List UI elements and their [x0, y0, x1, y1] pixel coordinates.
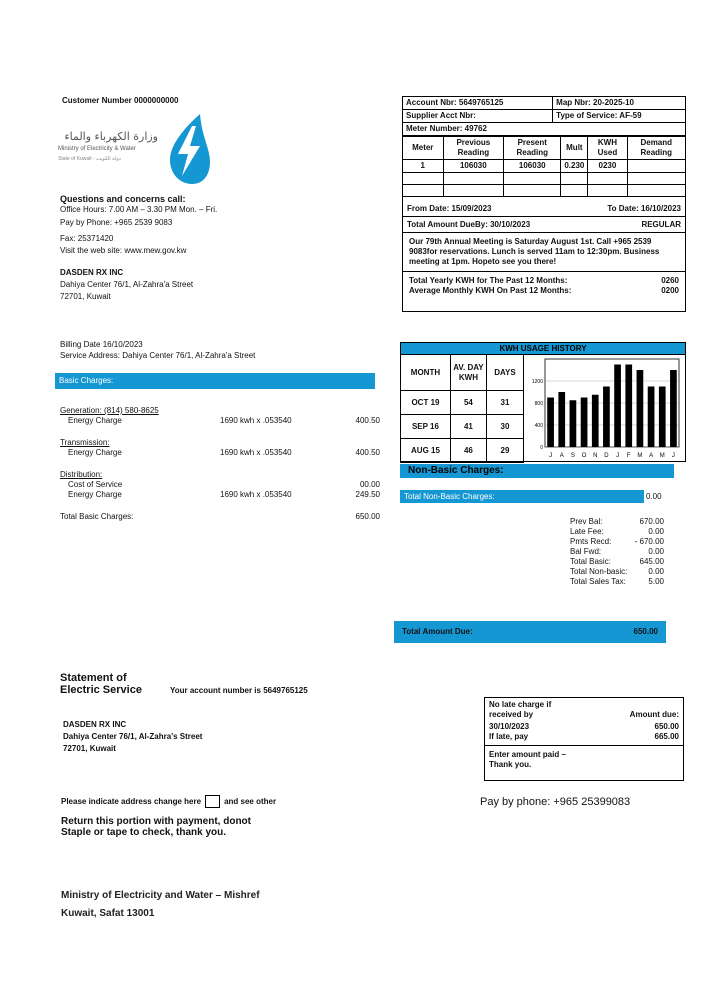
type-of-service: Type of Service: AF-59 [553, 110, 685, 123]
yearly-usage [403, 272, 685, 300]
transmission-amount: 400.50 [355, 448, 380, 457]
total-amount-due-bar [394, 621, 666, 643]
distribution-label: Distribution: [60, 470, 103, 479]
meter-number: Meter Number: 49762 [403, 123, 685, 136]
meter-header: Meter [403, 137, 443, 160]
generation-amount: 400.50 [355, 416, 380, 425]
chart-x-tick-label: J [671, 453, 675, 459]
yearly-kwh-value: 0260 [661, 276, 679, 285]
chart-y-tick-label: 1200 [531, 379, 543, 385]
total-basic-amount: 650.00 [355, 512, 380, 521]
cost-of-service-amount: 00.00 [359, 480, 380, 489]
chart-bar [558, 392, 565, 447]
payment-stub-box [484, 697, 684, 781]
summary-label: Pmts Recd: [570, 537, 612, 546]
chart-y-tick-label: 400 [534, 423, 543, 429]
account-number: Account Nbr: 5649765125 [403, 97, 553, 110]
usage-row-month: SEP 16 [401, 415, 451, 439]
chart-y-tick-label: 800 [534, 401, 543, 407]
service-address: Service Address: Dahiya Center 76/1, Al-Zahra'a Street [60, 351, 256, 360]
chart-bar [592, 395, 599, 447]
customer-number: Customer Number 0000000000 [62, 96, 179, 105]
stub-pay-by-phone: Pay by phone: +965 25399083 [480, 796, 631, 808]
generation-item: Energy Charge [68, 416, 122, 425]
summary-value: 670.00 [639, 517, 664, 526]
chart-bar [625, 365, 632, 448]
total-non-basic-value: 0.00 [646, 492, 662, 501]
total-non-basic-bar: Total Non-Basic Charges: [400, 490, 644, 503]
customer-address-line1: Dahiya Center 76/1, Al-Zahra'a Street [60, 280, 194, 289]
billing-date: Billing Date 16/10/2023 [60, 340, 143, 349]
summary-value: 0.00 [648, 547, 664, 556]
usage-row-days: 30 [486, 415, 523, 439]
total-amount-due-label: Total Amount Due: [402, 627, 473, 636]
fax-line: Fax: 25371420 [60, 234, 114, 243]
monthly-kwh-label: Average Monthly KWH On Past 12 Months: [409, 286, 572, 295]
if-late-label: If late, pay [489, 732, 529, 741]
enter-amount-paid-line2: Thank you. [489, 760, 532, 769]
chart-x-tick-label: S [570, 453, 575, 459]
chart-bar [670, 370, 677, 447]
total-due-by: Total Amount DueBy: 30/10/2023 [407, 220, 531, 229]
statement-title-line1: Statement of [60, 672, 127, 684]
address-change-text: Please indicate address change here [61, 796, 202, 806]
usage-row-avg: 41 [450, 415, 486, 439]
distribution-item: Energy Charge [68, 490, 122, 499]
office-hours: Office Hours: 7.00 AM – 3.30 PM Mon. – Fri. [60, 205, 218, 214]
present-reading-header: Present Reading [504, 137, 561, 160]
summary-label: Total Non-basic: [570, 567, 628, 576]
mult-value: 0.230 [561, 160, 588, 173]
lightning-drop-icon [162, 112, 212, 188]
basic-charges-list [60, 406, 380, 522]
ministry-logo [58, 112, 218, 188]
late-pay-row [485, 732, 683, 746]
customer-name: DASDEN RX INC [60, 268, 124, 277]
stub-customer-name: DASDEN RX INC [63, 720, 127, 729]
kwh-used-value: 0230 [588, 160, 627, 173]
distribution-calc: 1690 kwh x .053540 [220, 490, 292, 499]
account-header-table [403, 97, 685, 136]
usage-row-month: OCT 19 [401, 391, 451, 415]
usage-row-days: 31 [486, 391, 523, 415]
logo-english-text: Ministry of Electricity & Water [58, 146, 136, 152]
chart-x-tick-label: D [604, 453, 609, 459]
chart-x-tick-label: J [549, 453, 553, 459]
stub-due-amount: 650.00 [654, 722, 679, 731]
chart-x-tick-label: N [593, 453, 598, 459]
chart-bar [614, 365, 621, 448]
stub-account-number: Your account number is 5649765125 [170, 686, 308, 695]
stub-late-amount: 665.00 [654, 732, 679, 741]
chart-bar [547, 398, 554, 448]
mult-header: Mult [561, 137, 588, 160]
from-date: From Date: 15/09/2023 [407, 204, 492, 213]
usage-days-header: DAYS [486, 355, 523, 391]
demand-reading-value [627, 160, 685, 173]
chart-x-tick-label: A [559, 453, 564, 459]
previous-reading-header: Previous Reading [443, 137, 504, 160]
usage-row-avg: 46 [450, 439, 486, 463]
total-basic-label: Total Basic Charges: [60, 512, 134, 521]
return-instructions [61, 816, 251, 838]
address-change-row [61, 795, 276, 808]
summary-value: - 670.00 [634, 537, 664, 546]
chart-bar [570, 400, 577, 447]
transmission-label: Transmission: [60, 438, 110, 447]
usage-month-header: MONTH [401, 355, 451, 391]
summary-value: 5.00 [648, 577, 664, 586]
footer-line2: Kuwait, Safat 13001 [61, 908, 155, 919]
chart-bar [659, 387, 666, 448]
logo-small-text: State of Kuwait - دولة الكويت [58, 156, 121, 162]
summary-label: Prev Bal: [570, 517, 603, 526]
supplier-account: Supplier Acct Nbr: [403, 110, 553, 123]
due-date-row [485, 722, 683, 732]
chart-x-tick-label: F [626, 453, 631, 459]
statement-title [60, 672, 142, 696]
summary-label: Bal Fwd: [570, 547, 602, 556]
basic-charges-bar: Basic Charges: [55, 373, 375, 389]
chart-x-tick-label: A [649, 453, 654, 459]
usage-history-box [400, 342, 686, 462]
due-by-row [403, 217, 685, 233]
usage-row-avg: 54 [450, 391, 486, 415]
meeting-notice: Our 79th Annual Meeting is Saturday August 1st. Call +965 2539 9083for reservations. Lunch is served 11am to 12:30pm. Business meeting at 1pm. Hopeto see you there! [403, 233, 685, 272]
stub-due-date: 30/10/2023 [489, 722, 530, 731]
distribution-amount: 249.50 [355, 490, 380, 499]
previous-reading-value: 106030 [443, 160, 504, 173]
no-late-charge-label: No late charge if received by [489, 700, 552, 719]
generation-label: Generation: (814) 580-8625 [60, 406, 159, 415]
chart-bar [637, 370, 644, 447]
monthly-kwh-value: 0200 [661, 286, 679, 295]
kwh-used-header: KWH Used [588, 137, 627, 160]
non-basic-charges-bar: Non-Basic Charges: [400, 464, 674, 478]
cost-of-service-item: Cost of Service [68, 480, 123, 489]
pay-by-phone-line: Pay by Phone: +965 2539 9083 [60, 218, 173, 227]
balance-summary [570, 517, 664, 587]
amount-due-label: Amount due: [629, 710, 679, 719]
chart-x-tick-label: M [659, 453, 665, 459]
summary-value: 645.00 [639, 557, 664, 566]
enter-amount-paid[interactable] [485, 746, 683, 770]
chart-bar [603, 387, 610, 448]
usage-bar-chart [527, 355, 683, 461]
present-reading-value: 106030 [504, 160, 561, 173]
meter-value: 1 [403, 160, 443, 173]
regular-label: REGULAR [641, 220, 681, 229]
transmission-item: Energy Charge [68, 448, 122, 457]
chart-y-tick-label: 0 [540, 445, 543, 451]
transmission-calc: 1690 kwh x .053540 [220, 448, 292, 457]
usage-history-title: KWH USAGE HISTORY [401, 343, 685, 355]
usage-avg-header: AV. DAY KWH [450, 355, 486, 391]
stub-address-line2: 72701, Kuwait [63, 744, 116, 753]
customer-address-line2: 72701, Kuwait [60, 292, 111, 301]
account-box [402, 96, 686, 312]
address-change-text-after: and see other [224, 796, 277, 806]
yearly-kwh-label: Total Yearly KWH for The Past 12 Months: [409, 276, 568, 285]
chart-x-tick-label: M [637, 453, 643, 459]
return-instructions-line2: Staple or tape to check, thank you. [61, 827, 227, 838]
summary-value: 0.00 [648, 527, 664, 536]
to-date: To Date: 16/10/2023 [607, 204, 681, 213]
summary-label: Late Fee: [570, 527, 604, 536]
generation-calc: 1690 kwh x .053540 [220, 416, 292, 425]
chart-bar [581, 398, 588, 448]
statement-title-line2: Electric Service [60, 684, 142, 696]
total-amount-due-value: 650.00 [633, 627, 658, 636]
logo-arabic-text: وزارة الكهرباء والماء [64, 130, 158, 143]
website-line: Visit the web site: www.mew.gov.kw [60, 246, 187, 255]
meter-table [403, 136, 685, 197]
date-range-row [403, 201, 685, 217]
chart-bar [648, 387, 655, 448]
demand-reading-header: Demand Reading [627, 137, 685, 160]
usage-table [400, 354, 524, 463]
summary-label: Total Sales Tax: [570, 577, 626, 586]
stub-address-line1: Dahiya Center 76/1, Al-Zahra's Street [63, 732, 203, 741]
usage-row-days: 29 [486, 439, 523, 463]
summary-label: Total Basic: [570, 557, 611, 566]
summary-value: 0.00 [648, 567, 664, 576]
usage-row-month: AUG 15 [401, 439, 451, 463]
return-instructions-line1: Return this portion with payment, donot [61, 816, 251, 827]
contact-heading: Questions and concerns call: [60, 194, 186, 204]
no-late-charge-row [485, 698, 683, 722]
enter-amount-paid-line1: Enter amount paid – [489, 750, 566, 759]
address-change-checkbox[interactable] [205, 795, 220, 808]
footer-line1: Ministry of Electricity and Water – Mishref [61, 890, 260, 901]
chart-x-tick-label: J [616, 453, 620, 459]
map-number: Map Nbr: 20-2025-10 [553, 97, 685, 110]
chart-x-tick-label: O [581, 453, 587, 459]
